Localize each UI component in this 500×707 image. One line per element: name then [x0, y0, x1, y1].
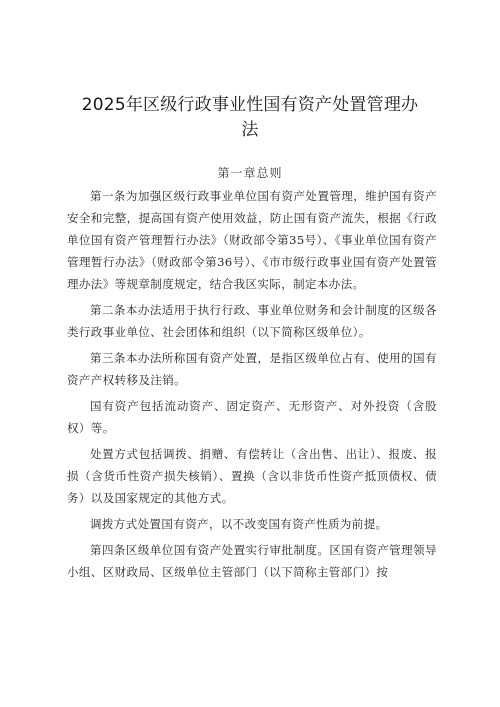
paragraph-asset-types: 国有资产包括流动资产、固定资产、无形资产、对外投资（含股权）等。 — [67, 399, 437, 435]
document-title — [62, 93, 438, 143]
paragraph-article-4: 第四条区级单位国有资产处置实行审批制度。区国有资产管理领导小组、区财政局、区级单位主管部门（以下简称主管部门）按 — [67, 543, 437, 579]
paragraph-disposal-methods: 处置方式包括调拨、捐赠、有偿转让（含出售、出让）、报废、报损（含货币性资产损失核销）、置换（含以非货币性资产抵顶债权、债务）以及国家规定的其他方式。 — [67, 447, 437, 505]
title-line-2: 法 — [241, 120, 259, 140]
chapter-heading: 第一章总则 — [217, 166, 283, 180]
document-body — [67, 185, 437, 587]
paragraph-article-2: 第二条本办法适用于执行行政、事业单位财务和会计制度的区级各类行政事业单位、社会团体和组织（以下简称区级单位）。 — [67, 303, 437, 339]
title-line-1: 2025年区级行政事业性国有资产处置管理办 — [81, 95, 419, 115]
paragraph-article-1: 第一条为加强区级行政事业单位国有资产处置管理，维护国有资产安全和完整，提高国有资产使用效益，防止国有资产流失，根据《行政单位国有资产管理暂行办法》（财政部令第35号）、《事业单位国有资产管理暂行办法》（财政部令第36号）、《市市级行政事业国有资产处置管理办法》等规章制度规定，结合我区实际，制定本办法。 — [67, 189, 437, 291]
paragraph-transfer-rule: 调拨方式处置国有资产，以不改变国有资产性质为前提。 — [90, 517, 388, 531]
paragraph-article-3: 第三条本办法所称国有资产处置，是指区级单位占有、使用的国有资产产权转移及注销。 — [67, 351, 437, 387]
